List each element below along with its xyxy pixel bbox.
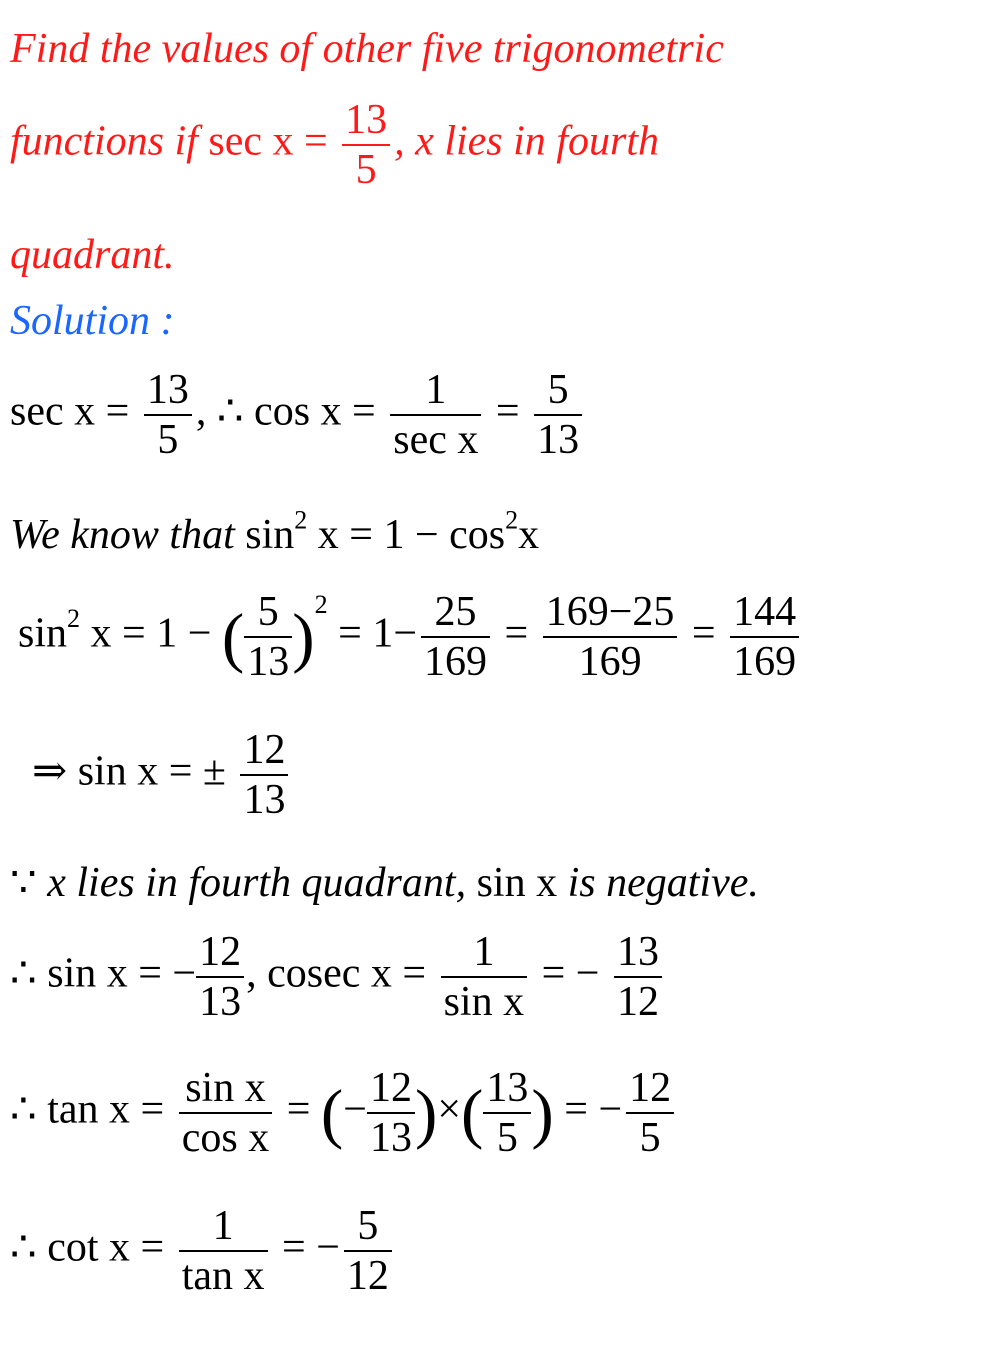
math-text: ∴ sin x = −: [10, 950, 197, 997]
exponent: 2: [314, 589, 328, 619]
solution-step-5: [10, 862, 759, 904]
fraction-numerator: 169−25: [543, 590, 678, 638]
math-text: , cosec x =: [246, 950, 437, 997]
problem-sec-expr: sec x =: [208, 118, 339, 165]
right-paren: ): [531, 1075, 554, 1151]
left-paren: (: [461, 1075, 484, 1151]
fraction-denominator: 13: [243, 777, 286, 824]
fraction: [179, 1204, 268, 1298]
math-text: ∴ tan x =: [10, 1086, 175, 1133]
math-text: =: [681, 610, 727, 657]
fraction-numerator: 12: [626, 1066, 674, 1114]
solution-step-1: [10, 368, 586, 462]
fraction-numerator: 25: [421, 590, 490, 638]
math-text: is negative.: [567, 860, 759, 906]
fraction: [626, 1066, 674, 1160]
fraction-denominator: 13: [247, 639, 290, 686]
fraction: [344, 1204, 392, 1298]
fraction: [244, 590, 292, 684]
fraction: [483, 1066, 531, 1160]
fraction-denominator: 12: [616, 979, 659, 1026]
fraction-numerator: 12: [367, 1066, 415, 1114]
fraction-denominator: 5: [496, 1115, 518, 1162]
fraction: [730, 590, 799, 684]
fraction: [441, 930, 528, 1024]
solution-step-3: [18, 590, 803, 684]
solution-step-4: [32, 728, 292, 822]
fraction-denominator: sec x: [393, 417, 479, 464]
fraction-numerator: 1: [390, 368, 481, 416]
left-paren: (: [320, 1075, 344, 1151]
solution-step-8: [10, 1204, 396, 1298]
math-text: = 1−: [327, 610, 418, 657]
fraction: [534, 368, 582, 462]
math-text: x lies in fourth quadrant,: [47, 860, 467, 906]
math-text: ×: [437, 1086, 462, 1133]
fraction-numerator: 13: [483, 1066, 531, 1114]
fraction-denominator: tan x: [181, 1253, 265, 1300]
right-paren: ): [414, 1075, 438, 1151]
solution-heading: Solution :: [10, 298, 175, 344]
solution-step-7: [10, 1066, 678, 1160]
fraction: [367, 1066, 415, 1160]
fraction-denominator: 12: [346, 1253, 389, 1300]
fraction-numerator: sin x: [179, 1066, 273, 1114]
fraction-denominator: 5: [639, 1115, 661, 1162]
math-text: , ∴ cos x =: [195, 388, 387, 435]
fraction: [543, 590, 678, 684]
math-text: ⇒ sin x = ±: [32, 748, 237, 795]
fraction: [390, 368, 481, 462]
exponent: 2: [67, 604, 81, 634]
problem-text: functions if: [10, 118, 209, 165]
fraction-denominator: 169: [578, 639, 642, 686]
fraction-denominator: 169: [424, 639, 488, 686]
fraction: [614, 930, 662, 1024]
fraction-denominator: sin x: [443, 979, 525, 1026]
math-text: sin: [18, 610, 68, 657]
problem-line-2: [10, 98, 659, 192]
exponent: 2: [294, 505, 308, 535]
math-text: sin x: [466, 860, 568, 906]
fraction: [421, 590, 490, 684]
math-text: ∵: [10, 860, 48, 906]
fraction-denominator: 169: [733, 639, 797, 686]
fraction-numerator: 1: [441, 930, 528, 978]
fraction-numerator: 1: [179, 1204, 268, 1252]
exponent: 2: [505, 505, 519, 535]
math-text: x: [518, 512, 540, 558]
fraction: [144, 368, 192, 462]
math-text: = −: [271, 1224, 340, 1271]
fraction-denominator: 5: [157, 417, 179, 464]
fraction: [196, 930, 244, 1024]
solution-step-6: [10, 930, 666, 1024]
right-paren: ): [292, 599, 315, 675]
fraction-numerator: 12: [196, 930, 244, 978]
fraction-denominator: 5: [355, 147, 377, 194]
problem-line-3: quadrant.: [10, 232, 175, 278]
fraction-numerator: 5: [244, 590, 292, 638]
math-text: We know that: [10, 512, 246, 558]
math-text: x = 1 −: [80, 610, 222, 657]
fraction-denominator: cos x: [181, 1115, 270, 1162]
problem-fraction: [342, 98, 390, 192]
fraction-numerator: 5: [534, 368, 582, 416]
math-text: =: [485, 388, 531, 435]
fraction: [179, 1066, 273, 1160]
fraction-numerator: 144: [730, 590, 799, 638]
math-text: = −: [531, 950, 610, 997]
problem-line-1: Find the values of other five trigonometric: [10, 26, 724, 72]
math-text: = −: [553, 1086, 623, 1133]
math-text: x = 1 − cos: [307, 512, 506, 558]
math-text: sin: [245, 512, 295, 558]
left-paren: (: [221, 599, 245, 675]
fraction-numerator: 13: [614, 930, 662, 978]
fraction-numerator: 13: [342, 98, 390, 146]
fraction-denominator: 13: [199, 979, 242, 1026]
fraction: [240, 728, 288, 822]
math-text: sec x =: [10, 388, 140, 435]
solution-step-2: [10, 505, 540, 558]
fraction-numerator: 13: [144, 368, 192, 416]
fraction-denominator: 13: [369, 1115, 412, 1162]
math-text: ∴ cot x =: [10, 1224, 175, 1271]
fraction-denominator: 13: [537, 417, 580, 464]
problem-text: , x lies in fourth: [394, 118, 659, 165]
math-text: −: [343, 1086, 367, 1133]
math-text: =: [276, 1086, 321, 1133]
math-text: =: [494, 610, 539, 657]
fraction-numerator: 12: [240, 728, 288, 776]
fraction-numerator: 5: [344, 1204, 392, 1252]
